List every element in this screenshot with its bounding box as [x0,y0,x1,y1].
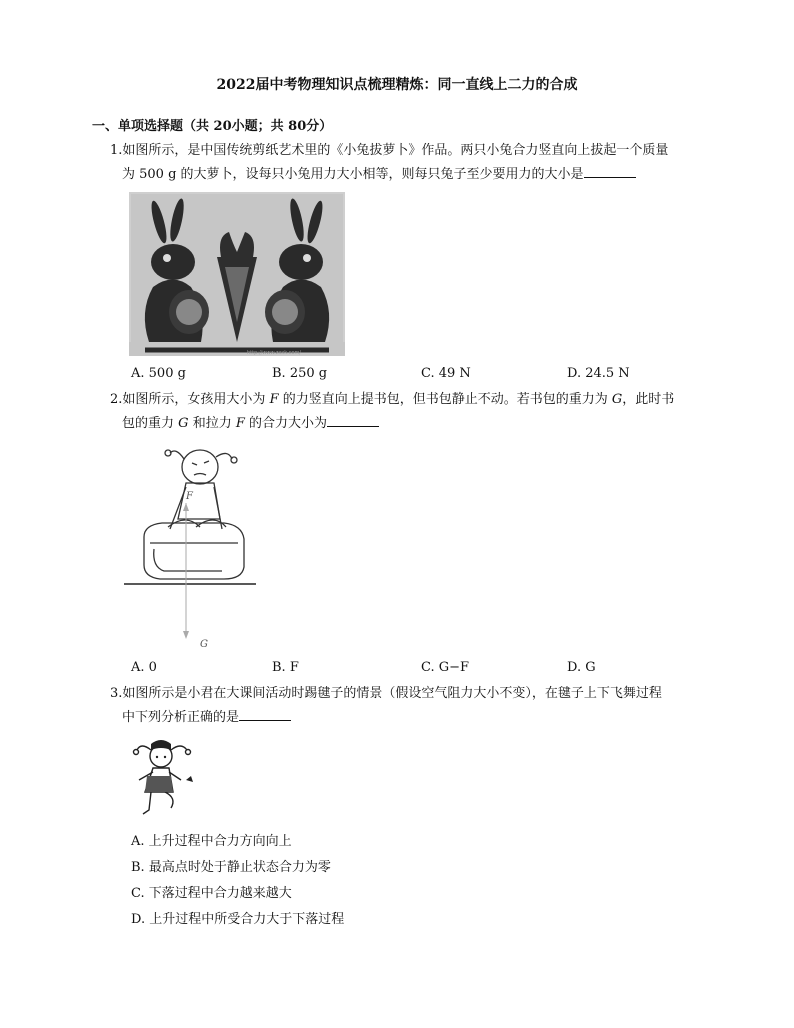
question-3 [110,682,710,730]
question-2-line-1 [110,388,710,412]
variable-f: F [269,392,279,407]
question-2-text-d: 包的重力 [122,416,175,431]
option-d[interactable]: D. 上升过程中所受合力大于下落过程 [131,912,345,927]
question-1 [110,139,710,187]
option-c[interactable]: C. G−F [421,660,470,675]
option-a[interactable]: A. 上升过程中合力方向向上 [131,834,292,849]
question-2-text-c: ，此时书 [622,392,675,407]
option-a[interactable]: A. 500 g [131,366,186,381]
question-3-text-b: 中下列分析正确的是 [122,710,240,725]
option-d[interactable]: D. 24.5 N [567,366,630,381]
question-3-line-1 [110,682,710,706]
question-1-line-2 [110,163,710,187]
question-1-text-b: 为 500 g 的大萝卜，设每只小兔用力大小相等，则每只兔子至少要用力的大小是 [122,167,584,182]
question-2-text-f: 的合力大小为 [249,416,328,431]
question-1-text-a: 如图所示，是中国传统剪纸艺术里的《小兔拔萝卜》作品。两只小兔合力竖直向上拔起一个质量 [122,143,669,158]
section-heading: 一、单项选择题（共 20小题；共 80分） [92,119,333,134]
question-3-line-2 [110,706,710,730]
option-c[interactable]: C. 49 N [421,366,471,381]
question-2-text-a: 如图所示，女孩用大小为 [122,392,266,407]
question-2-options [131,660,651,680]
question-2 [110,388,710,436]
option-b[interactable]: B. 最高点时处于静止状态合力为零 [131,860,331,875]
question-number: 3. [110,686,123,701]
variable-g: G [178,416,189,431]
question-number: 2. [110,392,123,407]
question-number: 1. [110,143,123,158]
girl-kicking-shuttlecock-image [131,736,195,820]
force-g-label: G [200,639,208,650]
question-1-line-1 [110,139,710,163]
question-3-text-a: 如图所示是小君在大课间活动时踢毽子的情景（假设空气阻力大小不变），在毽子上下飞舞过程 [122,686,662,701]
option-c[interactable]: C. 下落过程中合力越来越大 [131,886,292,901]
option-a[interactable]: A. 0 [131,660,157,675]
option-b[interactable]: B. 250 g [272,366,328,381]
question-1-options [131,366,651,386]
variable-g: G [611,392,623,407]
force-f-label: F [186,491,193,502]
answer-blank [239,708,291,721]
question-2-line-2 [110,412,710,436]
answer-blank [584,165,636,178]
option-d[interactable]: D. G [567,660,596,675]
answer-blank [327,414,379,427]
girl-lifting-bag-image [124,437,256,653]
document-title: 2022届中考物理知识点梳理精炼：同一直线上二力的合成 [216,77,578,93]
question-2-text-b: 的力竖直向上提书包，但书包静止不动。若书包的重力为 [282,392,608,407]
image-watermark: http://www.zxxk.com/ [247,350,302,356]
paper-cut-rabbits-image [129,192,345,356]
variable-f: F [235,416,245,431]
option-b[interactable]: B. F [272,660,299,675]
question-2-text-e: 和拉力 [192,416,232,431]
